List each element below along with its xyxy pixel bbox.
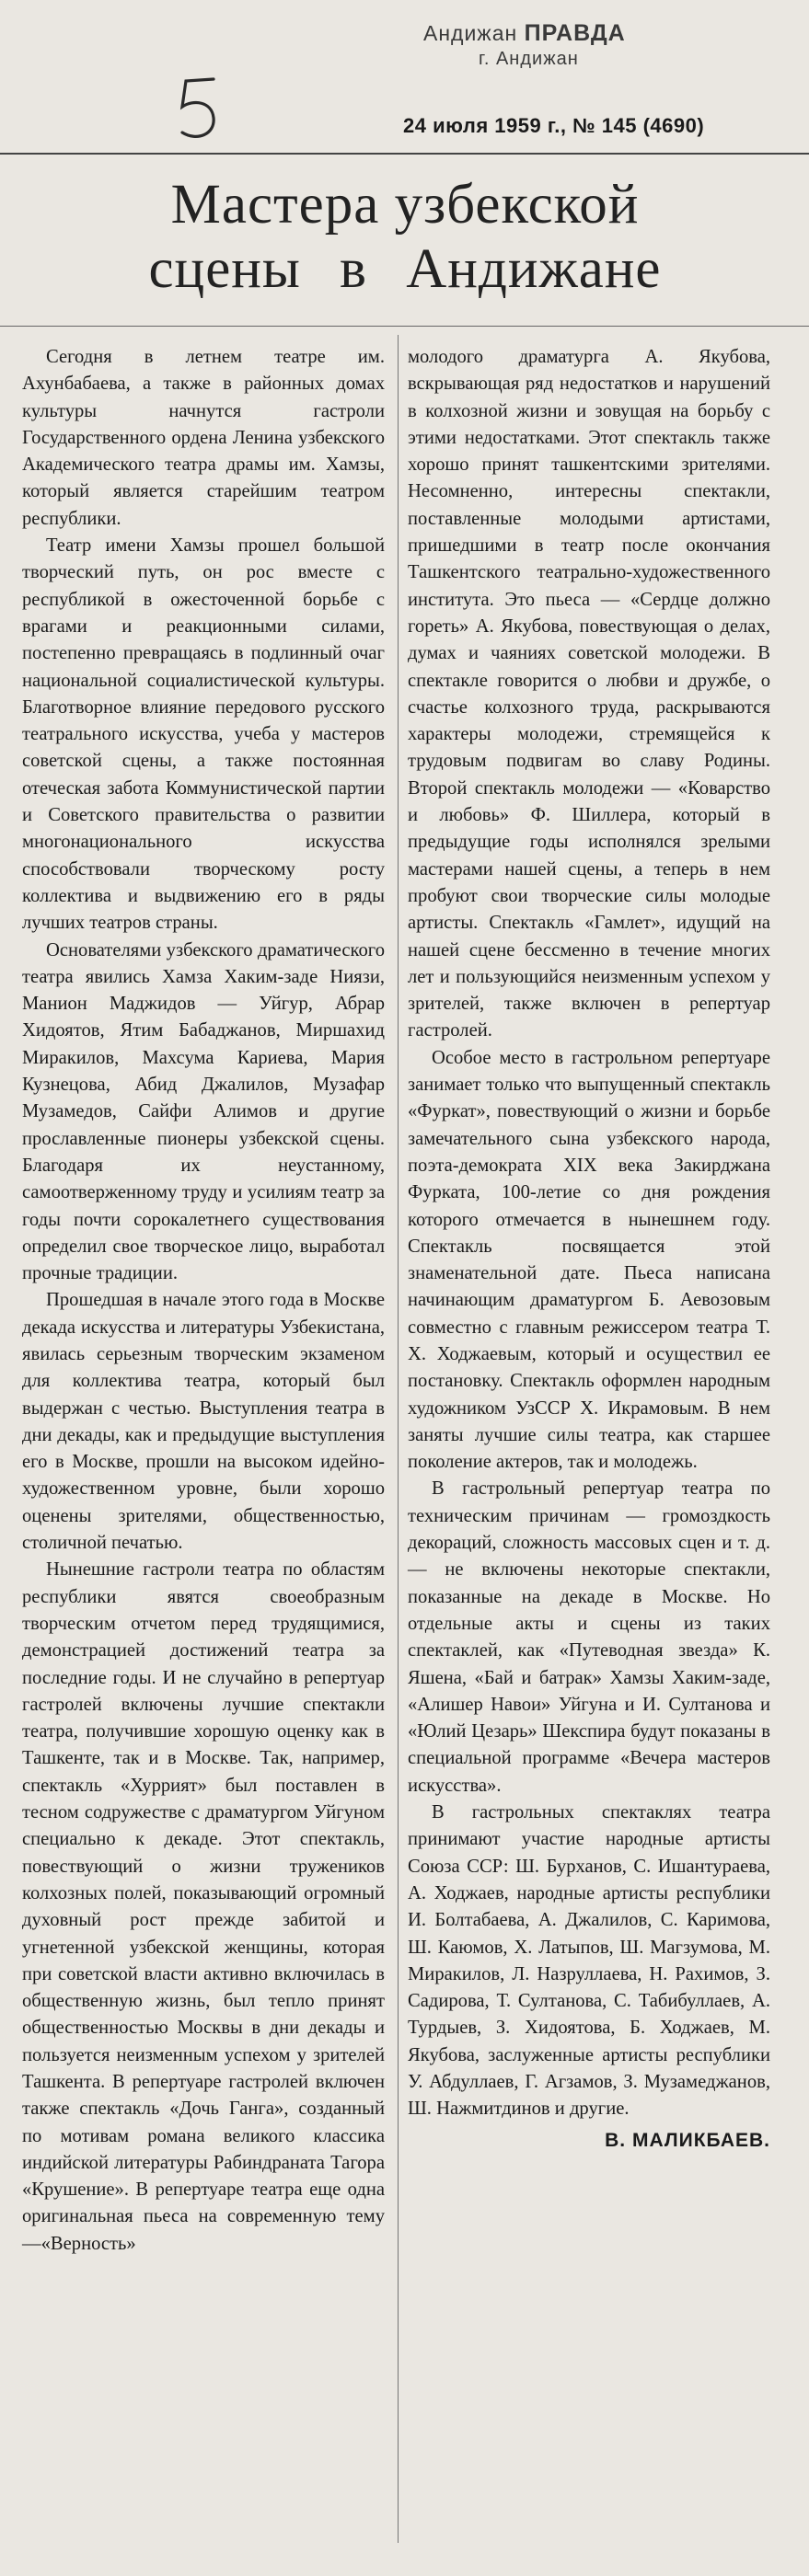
author-signature: В. МАЛИКБАЕВ. [605,2129,770,2151]
stamp-location: г. Андижан [479,49,579,69]
article-column-right [408,344,770,2154]
article-headline [28,173,782,302]
stamp-newspaper-name: ПРАВДА [524,20,626,46]
article-column-left [22,344,385,2258]
stamp-city: Андижан [423,21,518,45]
paragraph: Сегодня в летнем театре им. Ахунбабаева, а также в районных домах культуры начнутся гастроли Государственного ордена Ленина узбекского Академического театра драмы им. Хамзы, который является старейшим театром республики. [22,347,385,529]
handwritten-number-five [177,72,223,145]
paragraph: В гастрольных спектаклях театра принимают участие народные артисты Союза ССР: Ш. Бурханов, С. Ишантураева, А. Ходжаев, народные артисты республики И. Болтабаева, А. Джалилов, С. Каримова, Ш. Каюмов, Х. Латыпов, Ш. Магзумова, М. Миракилов, Л. Назруллаева, Н. Рахимов, З. Садирова, Т. Султанова, С. Табибуллаев, А. Турдыев, З. Хидоятова, Б. Ходжаев, М. Якубова, заслуженные артисты республики У. Абдуллаев, Г. Агзамов, З. Музамеджанов, Ш. Нажмитдинов и другие. [408,1802,770,2120]
paragraph: Основателями узбекского драматического театра явились Хамза Хаким-заде Ниязи, Манион Маджидов — Уйгур, Абрар Хидоятов, Ятим Бабаджанов, Миршахид Миракилов, Махсума Кариева, Мария Кузнецова, Абид Джалилов, Музафар Музамедов, Сайфи Алимов и другие прославленные пионеры узбекской сцены. Благодаря их неустанному, самоотверженному труду и усилиям театр за годы почти сорокалетнего существования определил свое творческое лицо, выработал прочные традиции. [22,939,385,1284]
archive-stamp [423,20,626,72]
paragraph: Прошедшая в начале этого года в Москве декада искусства и литературы Узбекистана, явилась серьезным творческим экзаменом для коллектива театра, который был выдержан с честью. Выступления театра в дни декады, как и предыдущие выступления его в Москве, прошли на высоком идейно-художественном уровне, были хорошо оценены зрителями, общественностью, столичной печатью. [22,1290,385,1554]
paragraph: Театр имени Хамзы прошел большой творческий путь, он рос вместе с республикой в ожесточенной борьбе с врагами и реакционными силами, постепенно превращаясь в подлинный очаг национальной социалистической культуры. Благотворное влияние передового русского театрального искусства, учеба у мастеров советской сцены, а также постоянная отеческая забота Коммунистической партии и Советского правительства о развитии многонационального искусства способствовали творческому росту коллектива и выдвижению его в ряды лучших театров страны. [22,535,385,934]
paragraph: В гастрольный репертуар театра по техническим причинам — громоздкость декораций, сложность массовых сцен и т. д. — не включены некоторые спектакли, показанные на декаде в Москве. Но отдельные акты и сцены из таких спектаклей, как «Путеводная звезда» К. Яшена, «Бай и батрак» Хамзы Хаким-заде, «Алишер Навои» Уйгуна и И. Султанова и «Юлий Цезарь» Шекспира будут показаны в специальной программе «Вечера мастеров искусства». [408,1478,770,1796]
headline-rule [0,326,809,327]
paragraph: Нынешние гастроли театра по областям республики явятся своеобразным творческим отчетом перед трудящимися, демонстрацией достижений театра за последние годы. И не случайно в репертуар гастролей включены лучшие спектакли театра, получившие хорошую оценку как в Ташкенте, так и в Москве. Так, например, спектакль «Хуррият» был поставлен в тесном содружестве с драматургом Уйгуном специально к декаде. Этот спектакль, повествующий о жизни тружеников колхозных полей, показывающий огромный духовный рост прежде забитой и угнетенной узбекской женщины, которая при советской власти активно включилась в общественную жизнь, был тепло принят общественностью Москвы в дни декады и пользуется неизменным успехом у зрителей Ташкента. В репертуаре гастролей включен также спектакль «Дочь Ганга», созданный по мотивам романа великого классика индийской литературы Рабиндраната Тагора «Крушение». В репертуаре театра еще одна оригинальная пьеса на современную тему—«Верность» [22,1559,385,2254]
column-divider [398,335,399,2543]
headline-line-2: сцены в Андижане [148,238,662,300]
top-rule [0,153,809,155]
paragraph: Особое место в гастрольном репертуаре занимает только что выпущенный спектакль «Фуркат», повествующий о жизни и борьбе замечательного сына узбекского народа, поэта-демократа XIX века Закирджана Фурката, 100-летие со дня рождения которого отмечается в нынешнем году. Спектакль посвящается этой знаменательной дате. Пьеса написана начинающим драматургом Б. Аевозовым совместно с главным режиссером театра Т. Х. Ходжаевым, который и осуществил ее постановку. Спектакль оформлен народным художником УзССР Х. Икрамовым. В нем заняты лучшие силы театра, как старшее поколение актеров, так и молодежь. [408,1047,770,1473]
headline-line-1: Мастера узбекской [170,174,640,236]
issue-date-line: 24 июля 1959 г., № 145 (4690) [403,114,705,137]
paragraph: молодого драматурга А. Якубова, вскрывающая ряд недостатков и нарушений в колхозной жизни и зовущая на борьбу с этими недостатками. Этот спектакль также хорошо принят ташкентскими зрителями. Несомненно, интересны спектакли, поставленные молодыми артистами, пришедшими в театр после окончания Ташкентского театрально-художественного института. Это пьеса — «Сердце должно гореть» А. Якубова, повествующая о делах, думах и чаяниях советской молодежи. В спектакле говорится о любви и дружбе, о счастье колхозного труда, раскрываются характеры молодежи, стремящейся к трудовым подвигам во славу Родины. Второй спектакль молодежи — «Коварство и любовь» Ф. Шиллера, который в предыдущие годы исполнялся зрелыми мастерами нашей сцены, а теперь в нем пробуют свои творческие силы молодые артисты. Спектакль «Гамлет», идущий на нашей сцене бессменно в течение многих лет и пользующийся неизменным успехом у зрителей, также включен в репертуар гастролей. [408,347,770,1041]
